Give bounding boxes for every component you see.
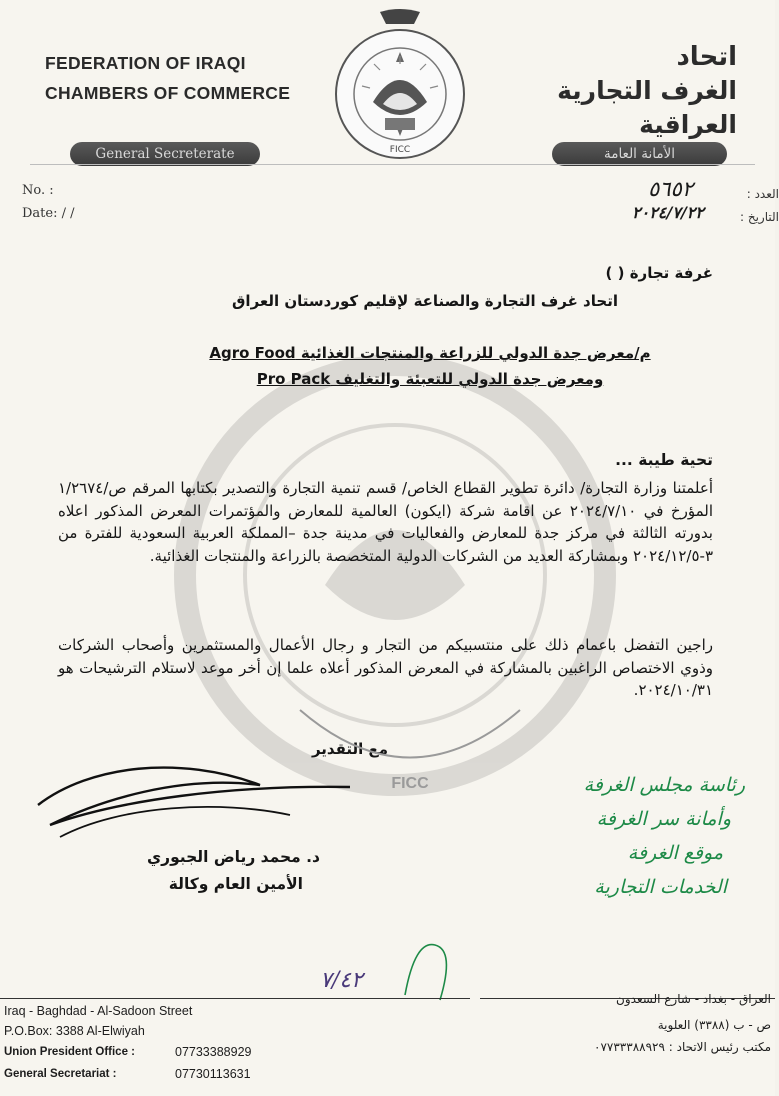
body-paragraph2: راجين التفضل باعمام ذلك على منتسبيكم من التجار و رجال الأعمال والمستثمرين وأصحاب الشركات وذوي الاختصاص الراغبين بالمشاركة في المعرض المذكور أعلاه علما إن أخر موعد لاستلام الترشيحات هو ٢٠٢٤/١٠/٣١. <box>58 636 713 699</box>
handwritten-note <box>445 768 745 904</box>
subject-line1: م/معرض جدة الدولي للزراعة والمنتجات الغذائية Agro Food <box>209 344 651 362</box>
org-name-ar-line1: اتحاد <box>676 42 737 72</box>
footer-address-ar: العراق - بغداد - شارع السعدون <box>616 992 771 1006</box>
green-scribble <box>395 935 475 1005</box>
recipient-line2: اتحاد غرف التجارة والصناعة لإقليم كوردستان العراق <box>232 292 618 310</box>
footer-pobox-en: P.O.Box: 3388 Al-Elwiyah <box>4 1024 145 1038</box>
org-name-ar-line2: الغرف التجارية العراقية <box>557 76 737 139</box>
org-name-en-line1: FEDERATION OF IRAQI <box>45 53 246 73</box>
greeting: تحية طيبة ... <box>615 451 713 469</box>
date-label-ar: التاريخ : <box>739 210 779 224</box>
footer-secretariat-label: General Secretariat : <box>4 1068 117 1080</box>
letter-date: ٢٠٢٤/٧/٢٢ <box>632 203 704 222</box>
signature <box>30 745 360 855</box>
org-name-ar <box>457 40 737 142</box>
note-line1: رئاسة مجلس الغرفة <box>583 774 745 796</box>
footer-address-en: Iraq - Baghdad - Al-Sadoon Street <box>4 1004 193 1018</box>
note-line3: موقع الغرفة <box>627 842 723 864</box>
secretariat-badge-en: General Secreterate <box>70 142 260 166</box>
recipient-line1: غرفة تجارة ( ) <box>605 264 713 282</box>
org-name-en-line2: CHAMBERS OF COMMERCE <box>45 83 291 103</box>
note-line4: الخدمات التجارية <box>594 876 727 898</box>
date-label-en: Date: / / <box>22 206 75 221</box>
body-paragraph1: أعلمتنا وزارة التجارة/ دائرة تطوير القطاع الخاص/ قسم تنمية التجارة والتصدير بكتابها المرقم ص/١/٢٦٧٤ المؤرخ في ٢٠٢٤/٧/١٠ عن اقامة شركة (ايكون) العالمية للمعارض والمؤتمرات المعرض المذكور اعلاه بدورته الثالثة في مركز جدة للمعارض والفعاليات في مدينة جدة –المملكة العربية السعودية للفترة من ٣-٢٠٢٤/١٢/٥ وبمشاركة العديد من الشركات الدولية المتخصصة بالزراعة والمنتجات الغذائية. <box>58 479 713 565</box>
org-name-en <box>45 48 315 108</box>
initials-mark: ٧/٤٢ <box>320 968 363 993</box>
ficc-logo <box>325 6 475 166</box>
footer-rule-left <box>0 998 470 999</box>
note-line2: وأمانة سر الغرفة <box>596 808 731 830</box>
footer-pobox-ar: ص - ب (٣٣٨٨) العلوية <box>657 1018 771 1032</box>
footer-president-label: Union President Office : <box>4 1046 135 1058</box>
logo-caption: FICC <box>389 145 411 155</box>
footer-president-ar: مكتب رئيس الاتحاد : ٠٧٧٣٣٣٨٨٩٢٩ <box>594 1040 771 1054</box>
signatory-name: د. محمد رياض الجبوري <box>146 848 320 866</box>
number-label-ar: العدد : <box>746 187 779 201</box>
closing: مع التقدير <box>311 740 389 758</box>
footer-president-phone: 07733388929 <box>175 1045 252 1059</box>
footer-secretariat-phone: 07730113631 <box>175 1067 251 1081</box>
subject-line2: ومعرض جدة الدولي للتعبئة والتغليف Pro Pack <box>256 370 604 388</box>
stamp-caption: FICC <box>391 775 429 792</box>
secretariat-badge-ar: الأمانة العامة <box>552 142 727 166</box>
signatory-title: الأمين العام وكالة <box>168 875 303 893</box>
number-label-en: No. : <box>22 183 54 198</box>
letter-number: ٥٦٥٢ <box>648 177 694 201</box>
header-divider <box>30 164 755 165</box>
